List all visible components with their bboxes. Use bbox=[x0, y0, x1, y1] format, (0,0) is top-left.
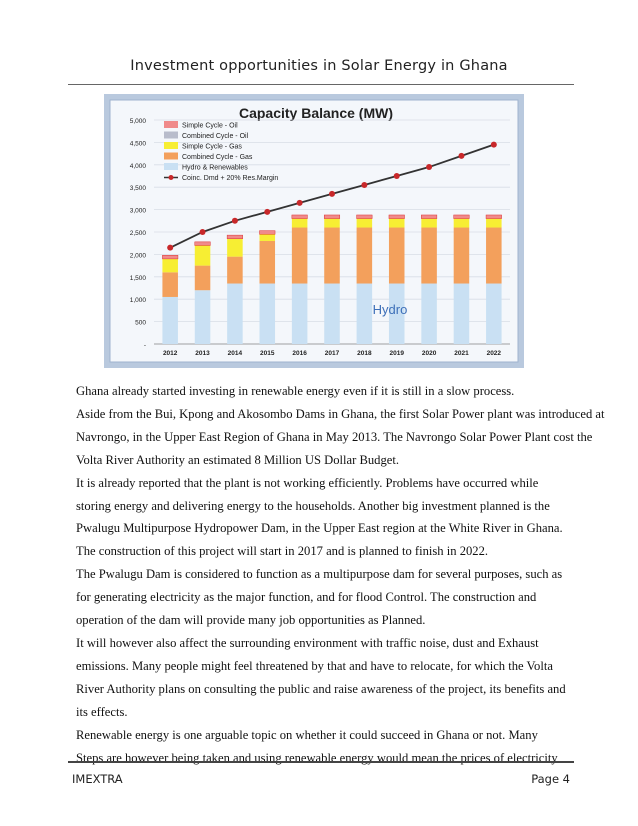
x-tick-label: 2019 bbox=[389, 350, 404, 357]
x-tick-label: 2021 bbox=[454, 350, 469, 357]
legend-label: Coinc. Dmd + 20% Res.Margin bbox=[182, 175, 279, 182]
y-tick-label: 1,000 bbox=[129, 297, 146, 305]
legend-label: Simple Cycle - Gas bbox=[182, 143, 242, 151]
y-tick-label: 3,000 bbox=[129, 207, 146, 215]
x-tick-label: 2018 bbox=[357, 350, 372, 357]
bar-segment bbox=[421, 219, 437, 228]
bar-segment bbox=[324, 219, 340, 228]
y-tick-label: 4,500 bbox=[129, 140, 146, 148]
demand-point bbox=[200, 229, 206, 235]
body-line: It is already reported that the plant is not working efficiently. Problems have occurred while bbox=[76, 475, 539, 490]
legend-swatch bbox=[164, 163, 178, 170]
hydro-annotation: Hydro bbox=[372, 302, 408, 317]
x-tick-label: 2022 bbox=[486, 350, 502, 357]
x-tick-label: 2014 bbox=[227, 350, 243, 357]
demand-point bbox=[491, 142, 497, 148]
legend-label: Hydro & Renewables bbox=[182, 164, 248, 172]
demand-point bbox=[264, 209, 270, 215]
body-line: River Authority plans on consulting the public and raise awareness of the project, its benefits and bbox=[76, 681, 566, 696]
header-divider bbox=[68, 84, 574, 85]
legend-label: Simple Cycle - Oil bbox=[182, 122, 238, 130]
body-line: Pwalugu Multipurpose Hydropower Dam, in the Upper East region at the White River in Ghana. bbox=[76, 521, 563, 536]
bar-segment bbox=[389, 228, 405, 284]
bar-segment bbox=[227, 257, 243, 284]
demand-point bbox=[167, 245, 173, 251]
bar-segment bbox=[292, 219, 308, 228]
bar-segment bbox=[421, 215, 437, 219]
x-tick-label: 2013 bbox=[195, 350, 210, 357]
bar-segment bbox=[227, 239, 243, 257]
bar-segment bbox=[162, 255, 178, 259]
footer-left-label: IMEXTRA bbox=[72, 772, 123, 786]
demand-point bbox=[297, 200, 303, 206]
body-line: It will however also affect the surrounding environment with traffic noise, dust and Exhaust bbox=[76, 635, 539, 650]
demand-point bbox=[232, 218, 238, 224]
body-line: storing energy and delivering energy to the households. Another big investment planned is the bbox=[76, 498, 550, 513]
page-header-title: Investment opportunities in Solar Energy in Ghana bbox=[130, 58, 508, 74]
y-tick-label: 3,500 bbox=[129, 185, 146, 193]
bar-segment bbox=[162, 297, 178, 344]
capacity-balance-chart bbox=[104, 94, 524, 368]
bar-segment bbox=[454, 228, 470, 284]
bar-segment bbox=[486, 228, 502, 284]
body-text bbox=[76, 380, 605, 769]
demand-point bbox=[361, 182, 367, 188]
bar-segment bbox=[454, 284, 470, 344]
body-line: Ghana already started investing in renewable energy even if it is still in a slow process. bbox=[76, 384, 515, 398]
body-line: its effects. bbox=[76, 704, 128, 719]
body-line: for generating electricity as the major function, and for flood Control. The construction and bbox=[76, 590, 537, 605]
bar-segment bbox=[227, 284, 243, 344]
body-line: The construction of this project will start in 2017 and is planned to finish in 2022. bbox=[76, 544, 489, 559]
bar-segment bbox=[486, 219, 502, 228]
bar-segment bbox=[357, 284, 373, 344]
demand-point bbox=[394, 173, 400, 179]
bar-segment bbox=[486, 284, 502, 344]
bar-segment bbox=[260, 241, 276, 284]
bar-segment bbox=[324, 228, 340, 284]
footer-page-number: Page 4 bbox=[531, 772, 570, 786]
x-tick-label: 2016 bbox=[292, 350, 307, 357]
legend-swatch bbox=[164, 121, 178, 128]
bar-segment bbox=[292, 228, 308, 284]
body-line: emissions. Many people might feel threatened by that and have to relocate, for which the Volta bbox=[76, 658, 553, 673]
bar-segment bbox=[486, 215, 502, 219]
y-tick-label: 5,000 bbox=[129, 118, 146, 125]
bar-segment bbox=[292, 215, 308, 219]
bar-segment bbox=[389, 215, 405, 219]
body-line: Aside from the Bui, Kpong and Akosombo Dams in Ghana, the first Solar Power plant was introduced at bbox=[76, 406, 605, 421]
bar-segment bbox=[260, 234, 276, 241]
demand-point bbox=[458, 153, 464, 159]
bar-segment bbox=[421, 228, 437, 284]
body-line: The Pwalugu Dam is considered to function as a multipurpose dam for several purposes, such as bbox=[76, 567, 563, 582]
bar-segment bbox=[389, 219, 405, 228]
body-line: Steps are however being taken and using renewable energy would mean the prices of electricity bbox=[76, 750, 558, 765]
y-tick-label: - bbox=[143, 342, 146, 349]
bar-segment bbox=[227, 235, 243, 239]
bar-segment bbox=[357, 219, 373, 228]
bar-segment bbox=[260, 231, 276, 235]
bar-segment bbox=[162, 259, 178, 272]
bar-segment bbox=[195, 242, 211, 246]
bar-segment bbox=[324, 284, 340, 344]
y-tick-label: 2,500 bbox=[129, 230, 146, 237]
chart-title: Capacity Balance (MW) bbox=[238, 105, 394, 121]
bar-segment bbox=[324, 215, 340, 219]
body-line: Navrongo, in the Upper East Region of Ghana in May 2013. The Navrongo Solar Power Plant cost the bbox=[76, 429, 593, 444]
bar-segment bbox=[195, 245, 211, 265]
x-tick-label: 2017 bbox=[324, 350, 340, 357]
y-tick-label: 500 bbox=[135, 319, 146, 327]
legend-swatch bbox=[164, 132, 178, 139]
legend-swatch bbox=[164, 153, 178, 160]
legend-label: Combined Cycle - Gas bbox=[182, 154, 253, 161]
footer-divider bbox=[68, 761, 574, 763]
body-line: Renewable energy is one arguable topic on whether it could succeed in Ghana or not. Many bbox=[76, 727, 538, 742]
bar-segment bbox=[195, 266, 211, 291]
y-tick-label: 4,000 bbox=[129, 162, 146, 170]
body-line: operation of the dam will provide many job opportunities as Planned. bbox=[76, 613, 426, 628]
demand-point bbox=[426, 164, 432, 170]
bar-segment bbox=[292, 284, 308, 344]
x-tick-label: 2015 bbox=[260, 350, 275, 357]
bar-segment bbox=[195, 290, 211, 344]
bar-segment bbox=[454, 215, 470, 219]
legend-label: Combined Cycle - Oil bbox=[182, 133, 249, 140]
bar-segment bbox=[357, 215, 373, 219]
legend-line-marker bbox=[169, 175, 174, 180]
x-tick-label: 2012 bbox=[162, 350, 178, 357]
y-tick-label: 1,500 bbox=[129, 274, 146, 282]
bar-segment bbox=[162, 272, 178, 297]
y-tick-label: 2,000 bbox=[129, 252, 146, 260]
demand-point bbox=[329, 191, 335, 197]
bar-segment bbox=[454, 219, 470, 228]
x-tick-label: 2020 bbox=[421, 350, 437, 357]
chart-svg bbox=[104, 94, 524, 368]
bar-segment bbox=[357, 228, 373, 284]
legend-swatch bbox=[164, 142, 178, 149]
bar-segment bbox=[260, 284, 276, 344]
body-line: Volta River Authority an estimated 8 Million US Dollar Budget. bbox=[76, 452, 399, 467]
bar-segment bbox=[421, 284, 437, 344]
